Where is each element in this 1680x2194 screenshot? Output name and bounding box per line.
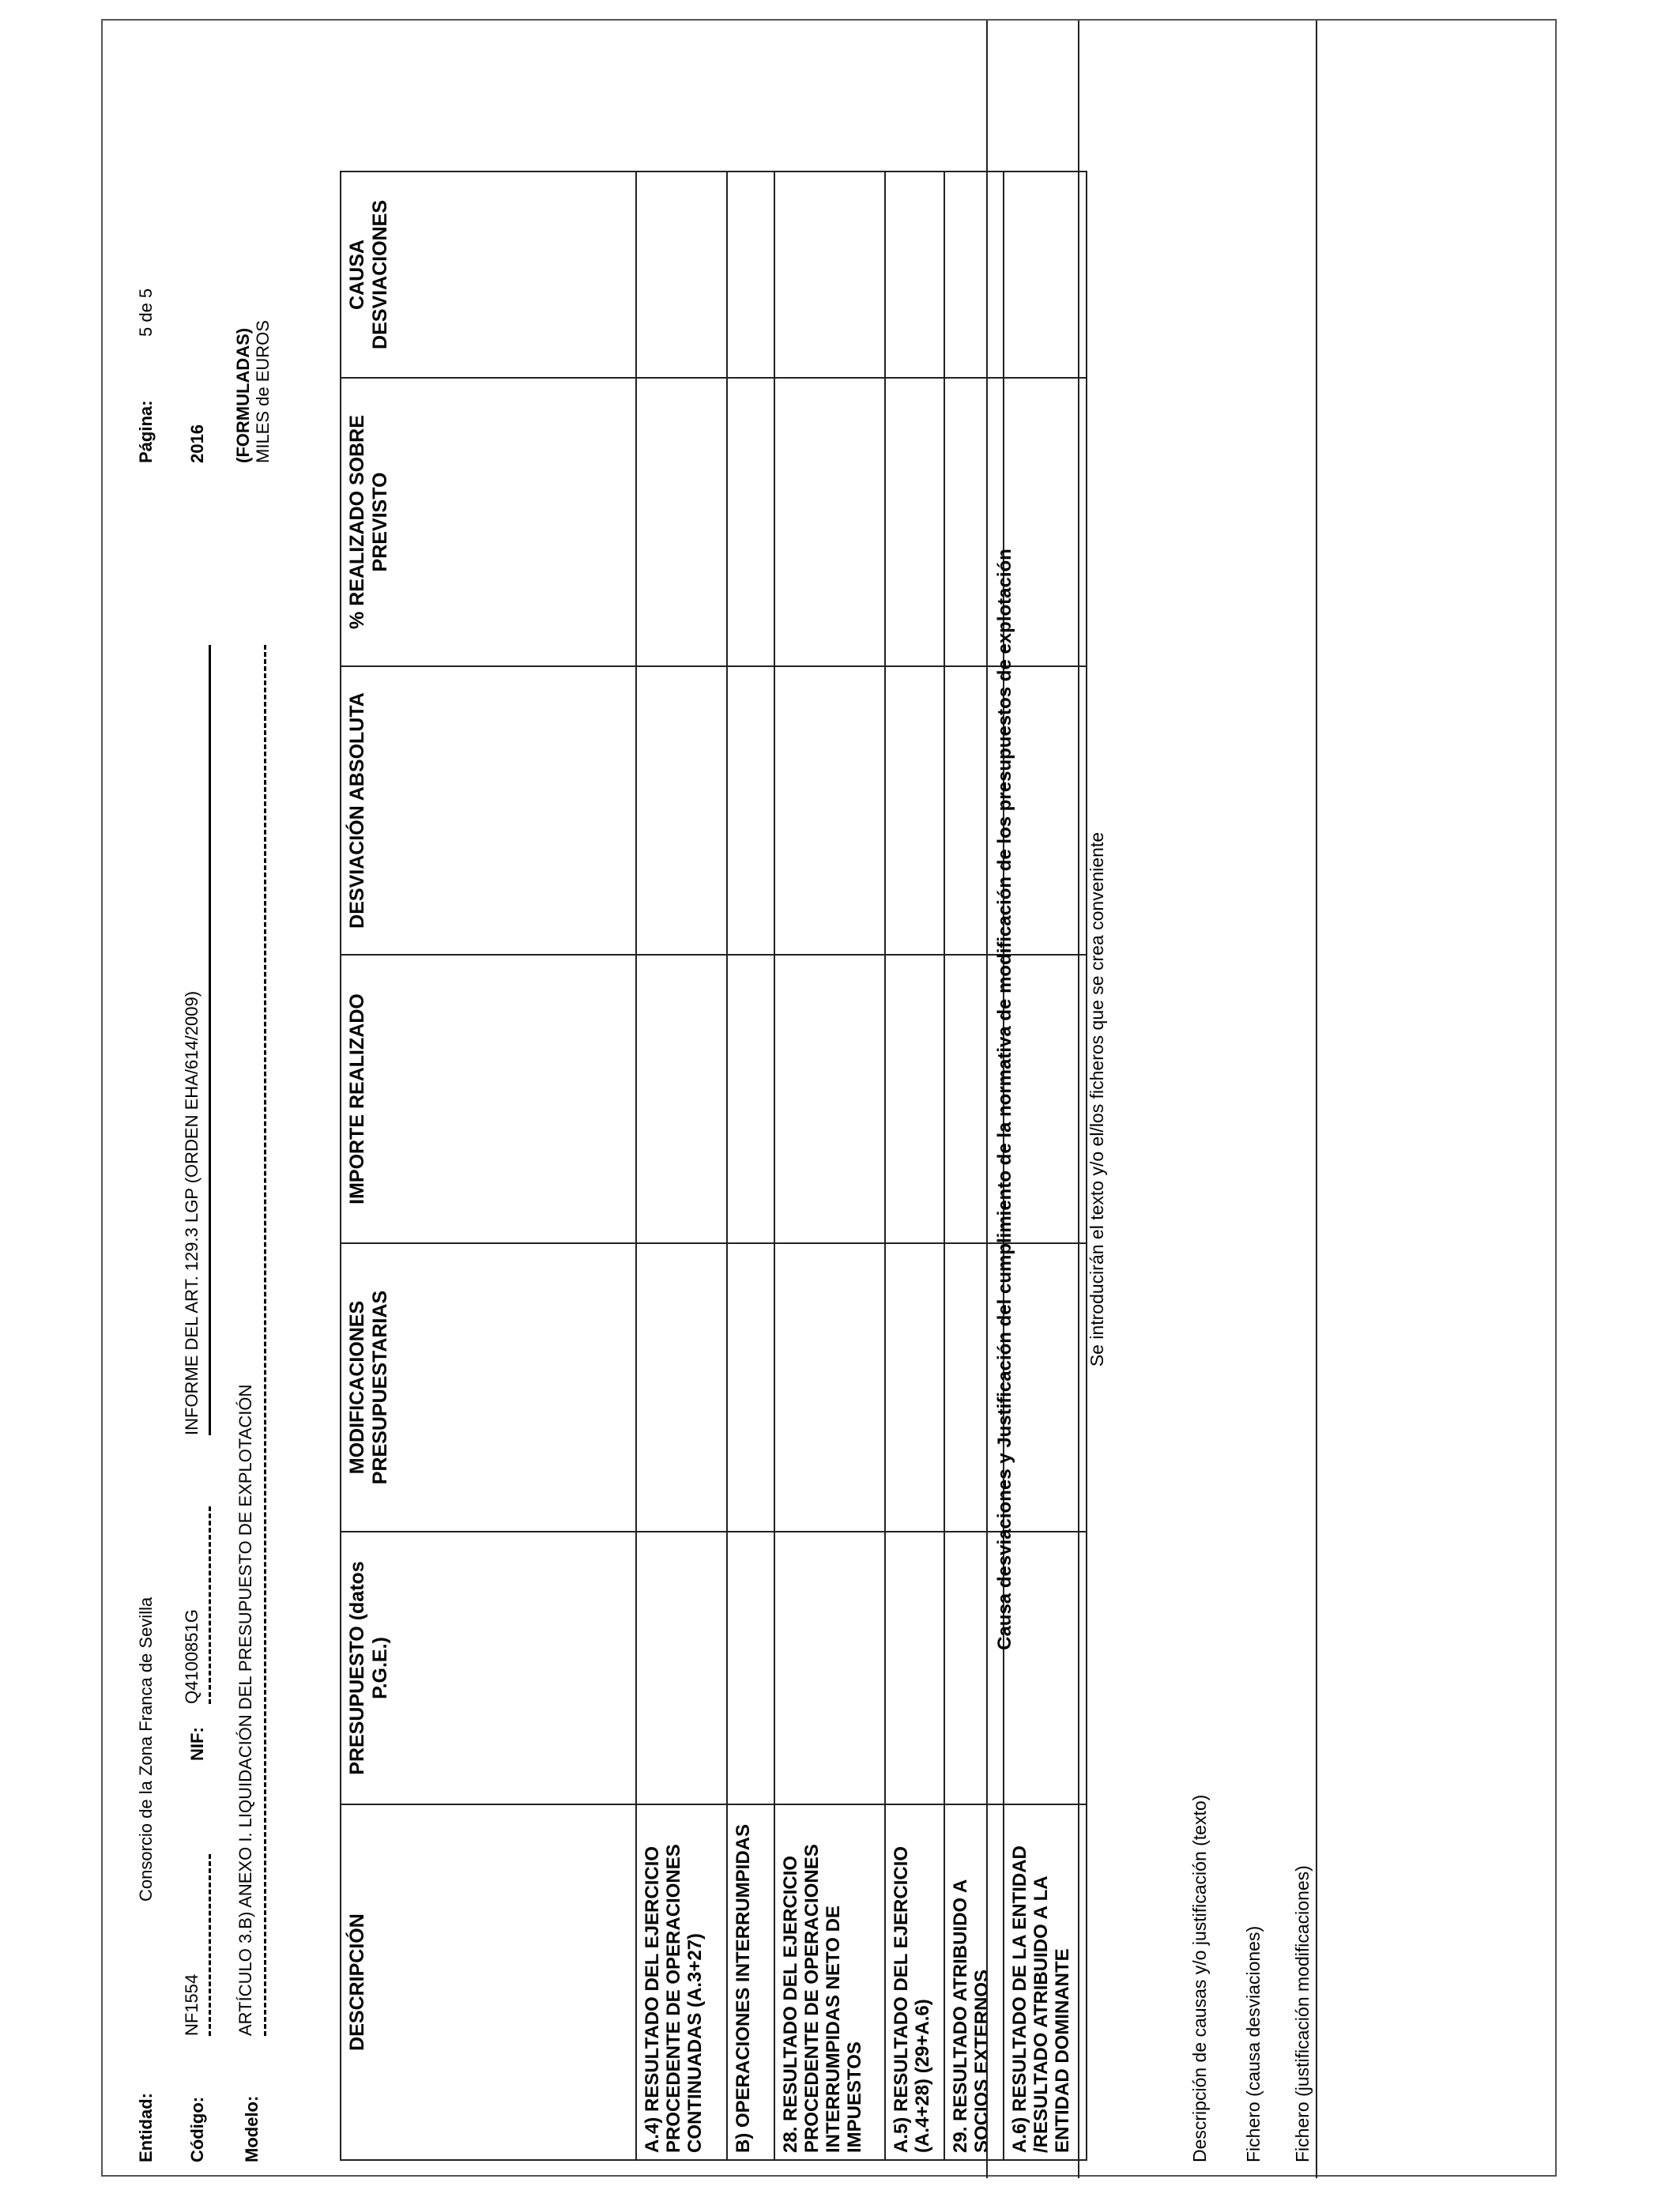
modelo-underline [264, 645, 266, 2036]
row-desc: A.4) RESULTADO DEL EJERCICIO PROCEDENTE DE OPERACIONES CONTINUADAS (A.3+27) [636, 1804, 727, 2160]
causas-line-2 [1078, 21, 1079, 2178]
causas-title: Causa desviaciones y Justificación del cumplimiento de la normativa de modificación de los presupuestos de explotación [994, 548, 1015, 1650]
cell-modificaciones[interactable] [885, 1243, 944, 1532]
table-row [727, 172, 774, 2160]
col-header-causa-desviaciones: CAUSA DESVIACIONES [341, 172, 636, 378]
entidad-value: Consorcio de la Zona Franca de Sevilla [136, 1596, 156, 1902]
cell-causa[interactable] [885, 172, 944, 378]
table-row [636, 172, 727, 2160]
cell-importe[interactable] [885, 955, 944, 1243]
row-desc: 28. RESULTADO DEL EJERCICIO PROCEDENTE DE OPERACIONES INTERRUMPIDAS NETO DE IMPUESTOS [774, 1804, 885, 2160]
table-row [774, 172, 885, 2160]
cell-causa[interactable] [727, 172, 774, 378]
page-frame [101, 19, 1557, 2177]
col-header-desviacion-absoluta: DESVIACIÓN ABSOLUTA [341, 666, 636, 955]
row-desc: A.5) RESULTADO DEL EJERCICIO (A.4+28) (29+A.6) [885, 1804, 944, 2160]
cell-modificaciones[interactable] [774, 1243, 885, 1532]
table-header-row [341, 172, 636, 2160]
codigo-value: NF1554 [182, 1973, 202, 2036]
entidad-label: Entidad: [136, 2093, 156, 2162]
causas-line-3 [1316, 21, 1317, 2178]
formuladas: (FORMULADAS) [233, 327, 253, 463]
cell-porcentaje[interactable] [774, 378, 885, 666]
cell-presupuesto[interactable] [636, 1532, 727, 1804]
causas-instruction: Se introducirán el texto y/o el/los ficheros que se crea conveniente [1087, 831, 1107, 1367]
cell-modificaciones[interactable] [727, 1243, 774, 1532]
cell-desviacion[interactable] [774, 666, 885, 955]
modelo-value: ARTÍCULO 3.B) ANEXO I. LIQUIDACIÓN DEL PRESUPUESTO DE EXPLOTACIÓN [235, 1384, 255, 2036]
row-desc: A.6) RESULTADO DE LA ENTIDAD /RESULTADO ATRIBUIDO A LA ENTIDAD DOMINANTE [1004, 1804, 1087, 2160]
year: 2016 [187, 424, 207, 463]
pagina-label: Página: [136, 400, 156, 463]
cell-desviacion[interactable] [636, 666, 727, 955]
cell-desviacion[interactable] [727, 666, 774, 955]
cell-porcentaje[interactable] [727, 378, 774, 666]
label-fichero-desviaciones: Fichero (causa desviaciones) [1243, 1925, 1264, 2162]
row-desc: 29. RESULTADO ATRIBUIDO A SOCIOS EXTERNOS [944, 1804, 1004, 2160]
row-desc: B) OPERACIONES INTERRUMPIDAS [727, 1804, 774, 2160]
col-header-presupuesto: PRESUPUESTO (datos P.G.E.) [341, 1532, 636, 1804]
modelo-label: Modelo: [242, 2095, 262, 2162]
cell-modificaciones[interactable] [636, 1243, 727, 1532]
cell-presupuesto[interactable] [774, 1532, 885, 1804]
cell-causa[interactable] [636, 172, 727, 378]
label-texto: Descripción de causas y/o justificación (texto) [1189, 1794, 1210, 2162]
label-fichero-modificaciones: Fichero (justificación modificaciones) [1292, 1865, 1313, 2162]
pagina-value: 5 de 5 [136, 288, 156, 337]
causas-top-line [986, 21, 988, 2178]
cell-importe[interactable] [774, 955, 885, 1243]
col-header-importe-realizado: IMPORTE REALIZADO [341, 955, 636, 1243]
cell-presupuesto[interactable] [885, 1532, 944, 1804]
table-row [885, 172, 944, 2160]
cell-desviacion[interactable] [885, 666, 944, 955]
cell-importe[interactable] [636, 955, 727, 1243]
cell-presupuesto[interactable] [727, 1532, 774, 1804]
nif-underline [209, 1506, 211, 1704]
cell-causa[interactable] [774, 172, 885, 378]
nif-value: Q4100851G [182, 1609, 202, 1704]
unidad: MILES de EUROS [253, 320, 273, 463]
informe-underline [209, 645, 211, 1435]
liquidacion-table [340, 171, 1087, 2161]
cell-importe[interactable] [727, 955, 774, 1243]
informe-title: INFORME DEL ART. 129.3 LGP (ORDEN EHA/614/2009) [182, 990, 202, 1435]
cell-porcentaje[interactable] [885, 378, 944, 666]
landscape-page [103, 21, 1558, 2178]
codigo-field [182, 1854, 207, 2036]
col-header-modificaciones: MODIFICACIONES PRESUPUESTARIAS [341, 1243, 636, 1532]
col-header-porcentaje-realizado: % REALIZADO SOBRE PREVISTO [341, 378, 636, 666]
codigo-underline [209, 1854, 211, 2036]
col-header-descripcion: DESCRIPCIÓN [341, 1804, 636, 2160]
nif-label: NIF: [187, 1727, 207, 1761]
codigo-label: Código: [187, 2096, 207, 2162]
cell-porcentaje[interactable] [636, 378, 727, 666]
